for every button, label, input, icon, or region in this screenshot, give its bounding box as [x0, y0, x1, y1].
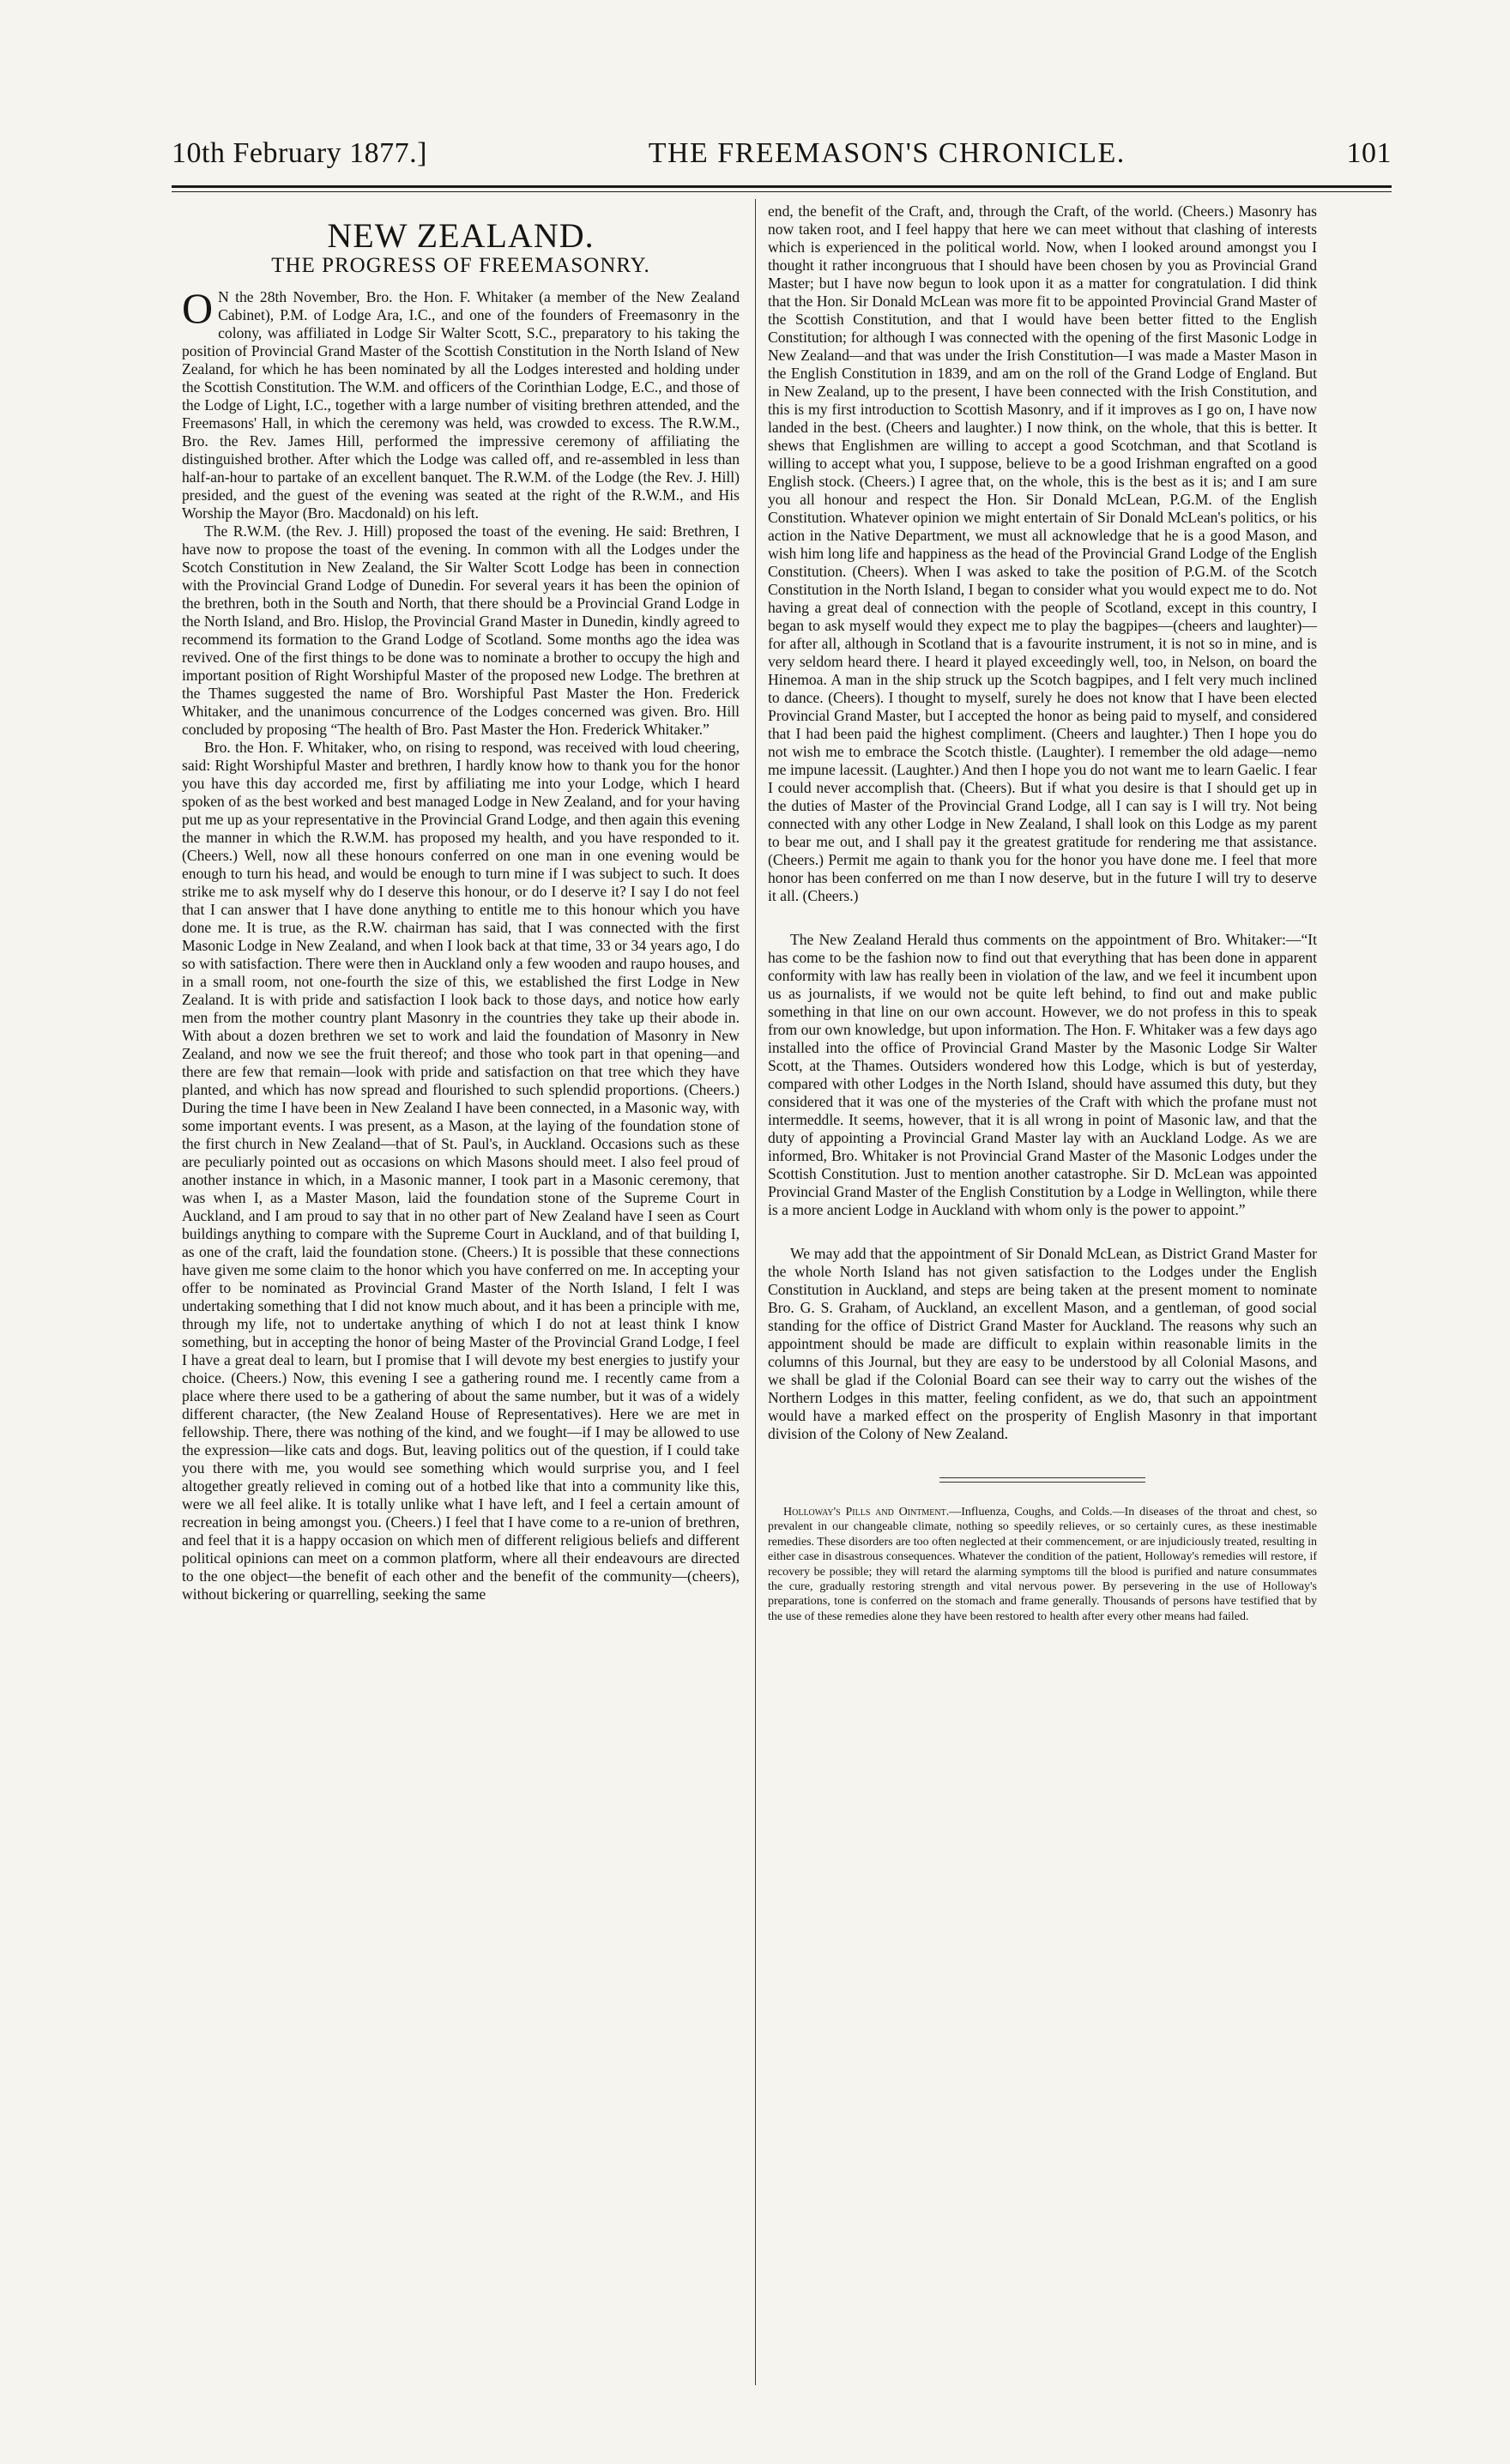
header-rule [172, 185, 1392, 188]
section-separator [768, 1477, 1317, 1483]
right-column [768, 202, 1317, 1624]
notice-text: —Influenza, Coughs, and Colds.—In diseases of the throat and chest, so prevalent in our changeable climate, nothing so speedily relieves, or so certainly cures, as these inestimable remedies. These disorders are too often neglected at their commencement, or are injudiciously treated, resulting in either case in disastrous consequences. Whatever the condition of the patient, Holloway's remedies will restore, if recovery be possible; they will retard the alarming symptoms till the blood is purified and nature consummates the cure, gradually restoring strength and vital nervous power. By persevering in the use of Holloway's preparations, tone is conferred on the stomach and frame generally. Thousands of persons have testified that by the use of these remedies alone they have been restored to health after every other means had failed. [768, 1506, 1318, 1623]
article-paragraph: end, the benefit of the Craft, and, through the Craft, of the world. (Cheers.) Masonry has now taken root, and I feel happy that here we can meet without that clashing of interests which is experienced in the political world. Now, when I looked around amongst you I thought it rather incongruous that I should have been chosen by you as Provincial Grand Master; but I have now begun to look upon it as a matter for congratulation. I did think that the Hon. Sir Donald McLean was more fit to be appointed Provincial Grand Master of the Scottish Constitution, and that I would have been better fitted to the English Constitution; for although I was connected with the opening of the first Masonic Lodge in New Zealand—and that was under the Irish Constitution—I was made a Master Mason in the English Constitution in 1839, and am on the roll of the Grand Lodge of England. But in New Zealand, up to the present, I have been connected with the Irish Constitution, and this is my first introduction to Scottish Masonry, and if it improves as I go on, I have now landed in the best. (Cheers and laughter.) I now think, on the whole, that this is better. It shews that Englishmen are willing to accept a good Scotchman, and that Scotland is willing to accept what you, I suppose, believe to be a good Irishman engrafted on a good English stock. (Cheers.) I agree that, on the whole, this is the best as it is; and I am sure you all honour and respect the Hon. Sir Donald McLean, P.G.M. of the English Constitution. Whatever opinion we might entertain of Sir Donald McLean's politics, or his action in the Native Department, we must all acknowledge that he is a good Mason, and wish him long life and happiness as the head of the Provincial Grand Lodge of the English Constitution. (Cheers). When I was asked to take the position of P.G.M. of the Scotch Constitution in the North Island, I began to consider what you would expect me to do. Not having a great deal of connection with the people of Scotland, except in this country, I began to ask myself would they expect me to play the bagpipes—(cheers and laughter)—for after all, although in Scotland that is a favourite instrument, it is not so in mine, and is very seldom heard there. I heard it played exceedingly well, too, in Nelson, on board the Hinemoa. A man in the ship struck up the Scotch bagpipes, and I felt very much inclined to dance. (Cheers). I thought to myself, surely he does not know that I have been elected Provincial Grand Master, but I accepted the honor as being paid to myself, and considered that I had been paid the highest compliment. (Cheers and laughter.) Then I hope you do not wish me to embrace the Scotch thistle. (Laughter). I remember the old adage—nemo me impune lacessit. (Laughter.) And then I hope you do not want me to learn Gaelic. I fear I could never accomplish that. (Cheers). But if what you desire is that I should get up in the duties of Master of the Provincial Grand Lodge, all I can say is I will try. Not being connected with any other Lodge in New Zealand, I shall look on this Lodge as my parent to bear me out, and I shall pay it the greatest gratitude for rendering me that assistance. (Cheers.) Permit me again to thank you for the honor you have done me. I feel that more honor has been conferred on me than I now deserve, but in the future I will try to deserve it all. (Cheers.) [768, 202, 1317, 904]
page-number: 101 [1346, 137, 1392, 169]
article-paragraph: The R.W.M. (the Rev. J. Hill) proposed the toast of the evening. He said: Brethren, I have now to propose the toast of the evening. In common with all the Lodges under the Scotch Constitution in New Zealand, the Sir Walter Scott Lodge has been in connection with the Provincial Grand Lodge of Dunedin. For several years it has been the opinion of the brethren, both in the South and North, that there should be a Provincial Grand Lodge in the North Island, and Bro. Hislop, the Provincial Grand Master in Dunedin, kindly agreed to recommend its formation to the Grand Lodge of Scotland. Some months ago the idea was revived. One of the first things to be done was to nominate a brother to occupy the high and important position of Right Worshipful Master of the proposed new Lodge. The brethren at the Thames suggested the name of Bro. Worshipful Past Master the Hon. Frederick Whitaker, and the unanimous concurrence of the Lodges concerned was given. Bro. Hill concluded by proposing “The health of Bro. Past Master the Hon. Frederick Whitaker.” [182, 522, 740, 738]
separator-rule [939, 1477, 1145, 1478]
advertisement-notice [768, 1505, 1317, 1624]
article-paragraph: Bro. the Hon. F. Whitaker, who, on rising to respond, was received with loud cheering, said: Right Worshipful Master and brethren, I hardly know how to thank you for the honor you have this day accorded me, first by affiliating me into your Lodge, which I heard spoken of as the best worked and best managed Lodge in New Zealand, and for your having put me up as your representative in the Provincial Grand Lodge, and then again this evening the manner in which the R.W.M. has proposed my health, and you have responded to it. (Cheers.) Well, now all these honours conferred on one man in one evening would be enough to turn his head, and would be enough to turn mine if I was subject to such. It does strike me to ask myself why do I deserve this honour, or do I deserve it? I say I do not feel that I can answer that I have done anything to entitle me to this honour which you have done me. It is true, as the R.W. chairman has said, that I was connected with the first Masonic Lodge in New Zealand, and when I look back at that time, 33 or 34 years ago, I do so with satisfaction. There were then in Auckland only a few wooden and raupo houses, and in a small room, not one-fourth the size of this, we established the first Lodge in New Zealand. It is with pride and satisfaction I look back to those days, and notice how early men from the mother country plant Masonry in the countries they take up their abode in. With about a dozen brethren we set to work and laid the foundation of Masonry in New Zealand, and now we see the fruit thereof; and those who took part in that opening—and there are few that remain—look with pride and satisfaction on that tree which they have planted, and which has now spread and flourished to such splendid proportions. (Cheers.) During the time I have been in New Zealand I have been connected, in a Masonic way, with some important events. I was present, as a Mason, at the laying of the foundation stone of the first church in New Zealand—that of St. Paul's, in Auckland. Occasions such as these are peculiarly pointed out as occasions on which Masons should meet. I also feel proud of another instance in which, in a Masonic manner, I took part in a Masonic ceremony, that was when I, as a Master Mason, laid the foundation stone of the Supreme Court in Auckland, and I am proud to say that in no other part of New Zealand have I seen as Court buildings anything to compare with the Supreme Court in Auckland, and of that building I, as one of the craft, laid the foundation stone. (Cheers.) It is possible that these connections have given me some claim to the honor which you have conferred on me. In accepting your offer to be nominated as Provincial Grand Master of the North Island, I felt I was undertaking something that I did not know much about, and it has been a principle with me, through my life, not to undertake anything of which I do not at least think I know something, but in accepting the honor of being Master of the Provincial Grand Lodge, I feel I have a great deal to learn, but I promise that I will devote my best energies to justify your choice. (Cheers.) Now, this evening I see a gathering round me. I recently came from a place where there used to be a gathering of about the same number, but it was of a widely different character, (the New Zealand House of Representatives). Here we are met in fellowship. There, there was nothing of the kind, and we fought—if I may be allowed to use the expression—like cats and dogs. But, leaving politics out of the question, if I could take you there with me, you would see something which would surprise you, and I feel altogether greatly relieved in coming out of a hotbed like that into a community like this, were we all feel alike. It is totally unlike what I have left, and I feel a certain amount of recreation in being amongst you. (Cheers.) I feel that I have come to a re-union of brethren, and feel that it is a happy occasion on which men of different religious beliefs and different political opinions can meet on a common platform, where all their endeavours are directed to the one object—the benefit of each other and the benefit of the community—(cheers), without bickering or quarrelling, seeking the same [182, 739, 740, 1603]
editor-addition: We may add that the appointment of Sir Donald McLean, as District Grand Master for the whole North Island has not given satisfaction to the Lodges under the English Constitution in Auckland, and steps are being taken at the present moment to nominate Bro. G. S. Graham, of Auckland, an excellent Mason, and a gentleman, of good social standing for the office of District Grand Master for Auckland. The reasons why such an appointment should be made are difficult to explain within reasonable limits in the columns of this Journal, but they are easy to be understood by all Colonial Masons, and we shall be glad if the Colonial Board can see their way to carry out the wishes of the Northern Lodges in this matter, feeling confident, as we do, that such an appointment would have a marked effect on the prosperity of English Masonry in that important division of the Colony of New Zealand. [768, 1245, 1317, 1442]
drop-cap: O [182, 284, 214, 332]
running-header [172, 137, 1392, 184]
column-divider [755, 199, 756, 2385]
herald-comment-block [768, 931, 1317, 1219]
paragraph-text: N the 28th November, Bro. the Hon. F. Whitaker (a member of the New Zealand Cabinet), P.M. of Lodge Ara, I.C., and one of the founders of Freemasonry in the colony, was affiliated in Lodge Sir Walter Scott, S.C., preparatory to his taking the position of Provincial Grand Master of the Scottish Constitution in the North Island of New Zealand, for which he has been nominated by all the Lodges interested and holding under the Scottish Constitution. The W.M. and officers of the Corinthian Lodge, E.C., and those of the Lodge of Light, I.C., together with a large number of visiting brethren attended, and the Freemasons' Hall, in which the ceremony was held, was crowded to excess. The R.W.M., Bro. the Rev. James Hill, performed the impressive ceremony of affiliating the distinguished brother. After which the Lodge was called off, and re-assembled in less than half-an-hour to partake of an excellent banquet. The R.W.M. of the Lodge (the Rev. J. Hill) presided, and the guest of the evening was seated at the right of the R.W.M., and His Worship the Mayor (Bro. Macdonald) on his left. [182, 288, 740, 522]
article-paragraph [182, 284, 740, 522]
notice-heading: Holloway's Pills and Ointment. [783, 1506, 950, 1519]
notice-paragraph [768, 1505, 1317, 1624]
article-title: NEW ZEALAND. [327, 216, 595, 255]
editor-addition-block [768, 1245, 1317, 1443]
journal-title: THE FREEMASON'S CHRONICLE. [648, 137, 1126, 169]
article-subtitle: THE PROGRESS OF FREEMASONRY. [271, 254, 650, 277]
issue-date: 10th February 1877.] [172, 137, 428, 169]
left-column [182, 202, 740, 1603]
separator-rule [939, 1482, 1145, 1483]
herald-comment: The New Zealand Herald thus comments on the appointment of Bro. Whitaker:—“It has come to be the fashion now to find out that everything that has been done in apparent conformity with law has really been in violation of the law, and we feel it incumbent upon us as journalists, if we would not be quite left behind, to find out and make public something in that line on our own account. However, we do not profess in this to speak from our own knowledge, but upon information. The Hon. F. Whitaker was a few days ago installed into the office of Provincial Grand Master by the Masonic Lodge Sir Walter Scott, at the Thames. Outsiders wondered how this Lodge, which is but of yesterday, compared with other Lodges in the North Island, should have assumed this duty, but they considered that it was one of the mysteries of the Craft with which the profane must not intermeddle. It seems, however, that it is all wrong in point of Masonic law, and that the duty of appointing a Provincial Grand Master lay with an Auckland Lodge. As we are informed, Bro. Whitaker is not Provincial Grand Master of the Masonic Lodges under the Scottish Constitution. Just to mention another catastrophe. Sir D. McLean was appointed Provincial Grand Master of the English Constitution by a Lodge in Wellington, while there is a more ancient Lodge in Auckland with whom only is the power to appoint.” [768, 931, 1317, 1218]
header-rule-thin [172, 191, 1392, 192]
